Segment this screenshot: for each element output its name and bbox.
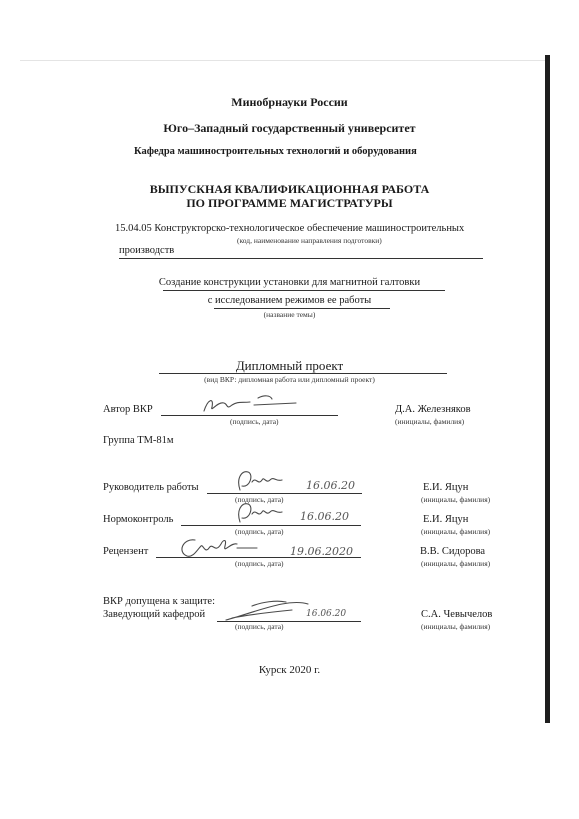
direction-underline: [119, 258, 483, 259]
supervisor-sign-caption: (подпись, дата): [235, 495, 284, 504]
normcontrol-signature: [232, 498, 292, 526]
head-name-caption: (инициалы, фамилия): [421, 622, 491, 631]
direction-line2: производств: [119, 245, 175, 256]
head-name: С.А. Чевычелов: [421, 609, 493, 620]
author-label: Автор ВКР: [103, 404, 153, 415]
topic-line2: с исследованием режимов ее работы: [207, 295, 372, 306]
normcontrol-sign-caption: (подпись, дата): [235, 527, 284, 536]
admission-text: ВКР допущена к защите:: [103, 596, 215, 607]
normcontrol-label: Нормоконтроль: [103, 514, 174, 525]
reviewer-label: Рецензент: [103, 546, 149, 557]
topic-caption: (название темы): [263, 310, 316, 319]
page-right-edge-shadow: [545, 55, 550, 723]
supervisor-sign-date: 16.06.20: [306, 479, 355, 492]
reviewer-signature: [175, 532, 265, 560]
work-type-caption: (вид ВКР: дипломная работа или дипломный проект): [204, 375, 375, 384]
topic-underline2: [214, 308, 390, 309]
head-sign-caption: (подпись, дата): [235, 622, 284, 631]
supervisor-name-caption: (инициалы, фамилия): [421, 495, 491, 504]
supervisor-name: Е.И. Яцун: [423, 482, 469, 493]
head-signature: [222, 598, 312, 624]
reviewer-sign-caption: (подпись, дата): [235, 559, 284, 568]
reviewer-sign-date: 19.06.2020: [290, 545, 353, 558]
author-name: Д.А. Железняков: [395, 404, 471, 415]
page-top-edge: [20, 60, 545, 61]
head-sign-date: 16.06.20: [306, 609, 347, 619]
ministry-name: Минобрнауки России: [231, 95, 348, 109]
city-year: Курск 2020 г.: [258, 664, 321, 676]
head-of-department-label: Заведующий кафедрой: [103, 609, 206, 620]
document-title-line2: ПО ПРОГРАММЕ МАГИСТРАТУРЫ: [186, 196, 393, 210]
group: Группа ТМ-81м: [103, 435, 174, 446]
author-name-caption: (инициалы, фамилия): [395, 417, 465, 426]
topic-line1: Создание конструкции установки для магнитной галтовки: [158, 277, 421, 288]
work-type-underline: [159, 373, 447, 374]
author-sign-line: [161, 415, 338, 416]
topic-underline1: [163, 290, 445, 291]
normcontrol-name: Е.И. Яцун: [423, 514, 469, 525]
department-name: Кафедра машиностроительных технологий и оборудования: [134, 146, 417, 157]
work-type-value: Дипломный проект: [235, 358, 344, 373]
supervisor-signature: [232, 466, 292, 494]
reviewer-name: В.В. Сидорова: [420, 546, 486, 557]
author-sign-caption: (подпись, дата): [230, 417, 279, 426]
document-title-line1: ВЫПУСКНАЯ КВАЛИФИКАЦИОННАЯ РАБОТА: [149, 182, 430, 196]
author-signature: [198, 393, 298, 415]
direction-caption: (код, наименование направления подготовки): [237, 236, 382, 245]
normcontrol-name-caption: (инициалы, фамилия): [421, 527, 491, 536]
normcontrol-sign-date: 16.06.20: [300, 510, 349, 523]
supervisor-label: Руководитель работы: [103, 482, 199, 493]
reviewer-name-caption: (инициалы, фамилия): [421, 559, 491, 568]
university-name: Юго–Западный государственный университет: [163, 121, 416, 135]
direction-line1: 15.04.05 Конструкторско-технологическое обеспечение машиностроительных: [115, 223, 465, 234]
